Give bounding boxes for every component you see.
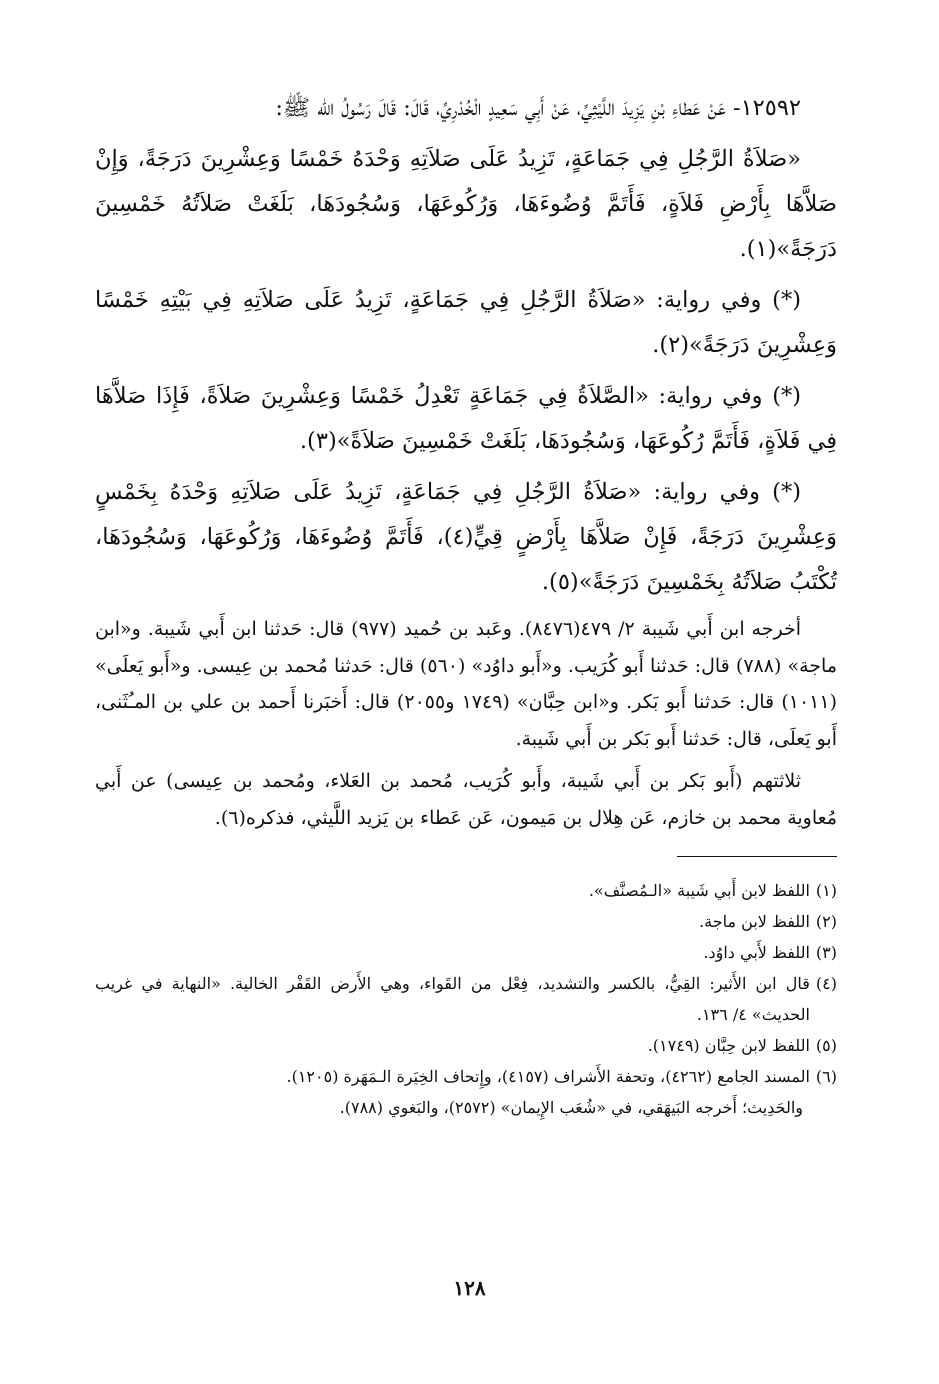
footnote-number: (٢): [815, 912, 837, 931]
footnote-text: اللفظ لابن أَبي شَيبة «الـمُصنَّف».: [588, 881, 810, 900]
takhrij-block: [95, 611, 837, 836]
footnote-continuation: والحَدِيث؛ أَخرجه البَيهَقي، في «شُعَب الإِيمان» (٢٥٧٢)، والبَغوي (٧٨٨).: [339, 1098, 803, 1117]
footnote-3: [95, 937, 837, 968]
footnote-text: اللفظ لابن حِبَّان (١٧٤٩).: [647, 1036, 810, 1055]
footnote-number: (٦): [815, 1067, 837, 1086]
takhrij-paragraph-1: أخرجه ابن أَبي شَيبة ٢/ ٤٧٩(٨٤٧٦). وعَبد بن حُميد (٩٧٧) قال: حَدثنا ابن أَبي شَيبة. و«ابن ماجة» (٧٨٨) قال: حَدثنا أَبو كُرَيب. و«أَبو داوُد» (٥٦٠) قال: حَدثنا مُحمد بن عِيسى. و«أَبو يَعلَى» (١٠١١) قال: حَدثنا أَبو بَكر. و«ابن حِبَّان» (١٧٤٩ و٢٠٥٥) قال: أَخبَرنا أَحمد بن علي بن المـُثَنى، أَبو يَعلَى، قال: حَدثنا أَبو بَكر بن أَبي شَيبة.: [95, 618, 838, 750]
footnote-number: (١): [815, 881, 837, 900]
narration-1: (*) وفي رواية: «صَلاَةُ الرَّجُلِ فِي جَمَاعَةٍ، تَزِيدُ عَلَى صَلاَتِهِ فِي بَيْتِهِ خَمْسًا وَعِشْرِينَ دَرَجَةً»(٢).: [95, 287, 837, 358]
hadith-text: «صَلاَةُ الرَّجُلِ فِي جَمَاعَةٍ، تَزِيدُ عَلَى صَلاَتِهِ وَحْدَهُ خَمْسًا وَعِشْرِينَ دَرَجَةً، وَإِنْ صَلاَّهَا بِأَرْضِ فَلاَةٍ، فَأَتَمَّ وُضُوءَهَا، وَرُكُوعَهَا، وَسُجُودَهَا، بَلَغَتْ صَلاَتُهُ خَمْسِينَ دَرَجَةً»(١).: [95, 146, 837, 262]
narration-3: (*) وفي رواية: «صَلاَةُ الرَّجُلِ فِي جَمَاعَةٍ، تَزِيدُ عَلَى صَلاَتِهِ وَحْدَهُ بِخَمْسٍ وَعِشْرِينَ دَرَجَةً، فَإِنْ صَلاَّهَا بِأَرْضٍ قِيٍّ(٤)، فَأَتَمَّ وُضُوءَهَا، وَرُكُوعَهَا، وَسُجُودَهَا، تُكْتَبُ صَلاَتُهُ بِخَمْسِينَ دَرَجَةً»(٥).: [95, 479, 837, 595]
footnote-1: [95, 875, 837, 906]
footnote-text: اللفظ لابن ماجة.: [699, 912, 810, 931]
takhrij-paragraph-2: ثلاثتهم (أَبو بَكر بن أَبي شَيبة، وأَبو كُرَيب، مُحمد بن العَلاء، ومُحمد بن عِيسى) عن أَبي مُعاوية محمد بن خازم، عَن هِلال بن مَيمون، عَن عَطاء بن يَزيد اللَّيثي، فذكره(٦).: [95, 770, 837, 829]
footnotes: [95, 875, 837, 1123]
narration-2: (*) وفي رواية: «الصَّلاَةُ فِي جَمَاعَةٍ تَعْدِلُ خَمْسًا وَعِشْرِينَ صَلاَةً، فَإِذَا صَلاَّهَا فِي فَلاَةٍ، فَأَتَمَّ رُكُوعَهَا، وَسُجُودَهَا، بَلَغَتْ خَمْسِينَ صَلاَةً»(٣).: [95, 383, 837, 454]
page-number: ١٢٨: [453, 1276, 486, 1300]
footnote-text: قال ابن الأَثير: القِيُّ، بالكسر والتشديد، فِعْل من القَواء، وهي الأَرض القَفْر الخالية. «النهاية في غريب الحديث» ٤/ ١٣٦.: [95, 974, 810, 1024]
hadith-heading: ١٢٥٩٢- عَنْ عَطاءِ بْنِ يَزِيدَ اللَّيْثِيِّ، عَنْ أَبِي سَعِيدٍ الْخُدْرِيِّ، قَالَ: قَالَ رَسُولُ الله ﷺ:: [275, 95, 801, 121]
footnote-number: (٤): [815, 974, 837, 993]
footnote-text: المسند الجامع (٤٢٦٢)، وتحفة الأَشراف (٤١٥٧)، وإِتحاف الخِيَرة الـمَهَرة (١٢٠٥).: [286, 1067, 810, 1086]
footnote-2: [95, 906, 837, 937]
footnote-5: [95, 1030, 837, 1061]
footnote-divider: [677, 856, 837, 857]
footnote-6: [95, 1061, 837, 1092]
footnote-text: اللفظ لأَبي داوُد.: [703, 943, 810, 962]
page-content: [95, 86, 837, 1123]
footnote-number: (٥): [815, 1036, 837, 1055]
footnote-number: (٣): [815, 943, 837, 962]
hadith-block: [95, 86, 837, 605]
footnote-4: [95, 968, 837, 1030]
